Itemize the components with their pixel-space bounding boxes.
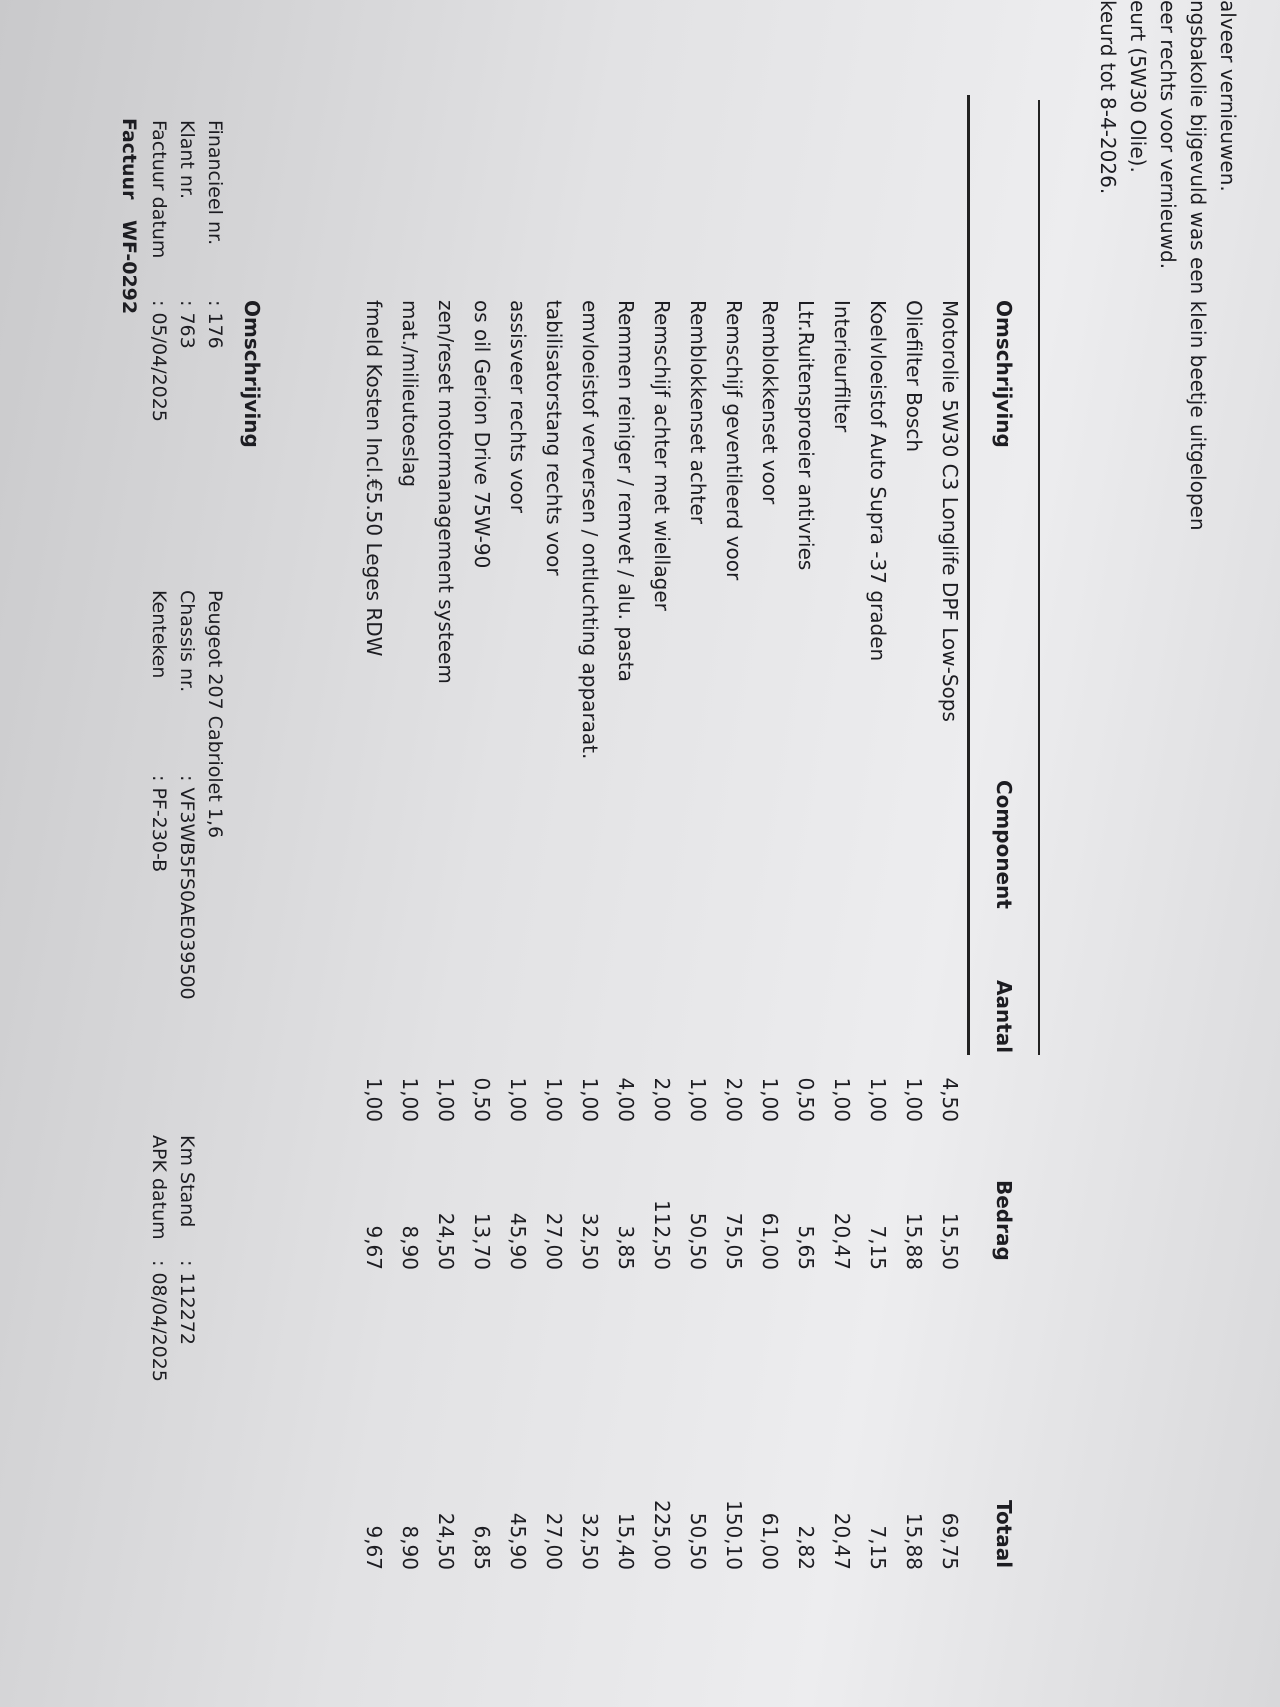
table-row (854, 0, 890, 1707)
table-row (530, 0, 566, 1707)
table-row (638, 0, 674, 1707)
table-row (710, 0, 746, 1707)
row-amount: 15,50 (938, 1212, 962, 1270)
row-description: Remblokkenset achter (686, 300, 710, 524)
row-quantity: 1,00 (506, 1077, 530, 1122)
row-description: emvloeistof verversen / ontluchting apparaat. (578, 300, 602, 760)
row-description: Remmen reiniger / remvet / alu. pasta (614, 300, 638, 682)
row-quantity: 0,50 (470, 1077, 494, 1122)
note-line: eer rechts voor vernieuwd. (1156, 0, 1180, 270)
note-line: alveer vernieuwen. (1216, 0, 1240, 192)
row-description: Remblokkenset voor (758, 300, 782, 505)
row-amount: 7,15 (866, 1225, 890, 1270)
chassis-value: : VF3WB5FS0AE039500 (176, 775, 198, 1000)
apk-date-label: APK datum (148, 1135, 170, 1240)
row-description: os oil Gerion Drive 75W-90 (470, 300, 494, 569)
row-amount: 112,50 (650, 1200, 674, 1270)
row-total: 69,75 (938, 1512, 962, 1570)
row-amount: 13,70 (470, 1212, 494, 1270)
invoice-number: WF-0292 (118, 220, 140, 315)
row-quantity: 2,00 (650, 1077, 674, 1122)
row-quantity: 1,00 (542, 1077, 566, 1122)
table-row (386, 0, 422, 1707)
row-total: 225,00 (650, 1500, 674, 1570)
plate-label: Kenteken (148, 590, 170, 679)
row-amount: 50,50 (686, 1212, 710, 1270)
table-row (602, 0, 638, 1707)
row-description: Interieurfilter (830, 300, 854, 433)
header-description: Omschrijving (240, 300, 264, 448)
row-total: 6,85 (470, 1525, 494, 1570)
row-description: Koelvloeistof Auto Supra -37 graden (866, 300, 890, 662)
row-total: 24,50 (434, 1512, 458, 1570)
table-row (458, 0, 494, 1707)
column-header-total: Totaal (992, 1500, 1016, 1569)
row-amount: 75,05 (722, 1212, 746, 1270)
row-description: fmeld Kosten Incl.€5.50 Leges RDW (362, 300, 386, 657)
row-amount: 45,90 (506, 1212, 530, 1270)
invoice-date-value: : 05/04/2025 (148, 300, 170, 422)
row-total: 8,90 (398, 1525, 422, 1570)
table-header-rule (967, 95, 970, 1055)
table-row (350, 0, 386, 1707)
row-quantity: 1,00 (830, 1077, 854, 1122)
row-total: 32,50 (578, 1512, 602, 1570)
row-amount: 61,00 (758, 1212, 782, 1270)
row-amount: 5,65 (794, 1225, 818, 1270)
row-total: 27,00 (542, 1512, 566, 1570)
row-description: Ltr.Ruitensproeier antivries (794, 300, 818, 571)
row-quantity: 1,00 (578, 1077, 602, 1122)
km-stand-value: : 112272 (176, 1260, 198, 1345)
row-total: 50,50 (686, 1512, 710, 1570)
note-line: eurt (5W30 Olie). (1126, 0, 1150, 173)
row-total: 7,15 (866, 1525, 890, 1570)
vehicle-description: Peugeot 207 Cabriolet 1,6 (204, 590, 226, 839)
row-quantity: 1,00 (362, 1077, 386, 1122)
table-row (746, 0, 782, 1707)
row-amount: 3,85 (614, 1225, 638, 1270)
row-amount: 27,00 (542, 1212, 566, 1270)
row-amount: 24,50 (434, 1212, 458, 1270)
chassis-label: Chassis nr. (176, 590, 198, 693)
row-total: 20,47 (830, 1512, 854, 1570)
table-row (818, 0, 854, 1707)
row-description: Remschijf achter met wiellager (650, 300, 674, 611)
row-quantity: 1,00 (866, 1077, 890, 1122)
row-description: Oliefilter Bosch (902, 300, 926, 453)
row-quantity: 1,00 (398, 1077, 422, 1122)
row-quantity: 1,00 (758, 1077, 782, 1122)
km-stand-label: Km Stand (176, 1135, 198, 1228)
row-amount: 8,90 (398, 1225, 422, 1270)
note-line: keurd tot 8-4-2026. (1096, 0, 1120, 195)
table-row (422, 0, 458, 1707)
row-description: Motorolie 5W30 C3 Longlife DPF Low-Sops (938, 300, 962, 722)
row-total: 45,90 (506, 1512, 530, 1570)
row-amount: 9,67 (362, 1225, 386, 1270)
row-total: 15,40 (614, 1512, 638, 1570)
table-row (926, 0, 962, 1707)
table-top-rule (1038, 100, 1040, 1055)
row-description: tabilisatorstang rechts voor (542, 300, 566, 576)
row-quantity: 1,00 (686, 1077, 710, 1122)
row-quantity: 0,50 (794, 1077, 818, 1122)
row-total: 150,10 (722, 1500, 746, 1570)
row-total: 2,82 (794, 1525, 818, 1570)
row-description: Remschijf geventileerd voor (722, 300, 746, 581)
row-total: 9,67 (362, 1525, 386, 1570)
row-quantity: 4,50 (938, 1077, 962, 1122)
row-description: zen/reset motormanagement systeem (434, 300, 458, 684)
apk-date-value: : 08/04/2025 (148, 1260, 170, 1382)
row-total: 61,00 (758, 1512, 782, 1570)
client-number-label: Klant nr. (176, 120, 198, 200)
row-description: mat./milieutoeslag (398, 300, 422, 488)
row-description: assisveer rechts voor (506, 300, 530, 514)
table-row (782, 0, 818, 1707)
row-amount: 20,47 (830, 1212, 854, 1270)
column-header-amount: Bedrag (992, 1180, 1016, 1261)
column-header-component: Component (992, 780, 1016, 909)
financial-number-value: : 176 (204, 300, 226, 349)
plate-value: : PF-230-B (148, 775, 170, 873)
table-row (566, 0, 602, 1707)
row-quantity: 4,00 (614, 1077, 638, 1122)
row-quantity: 1,00 (902, 1077, 926, 1122)
column-header-quantity: Aantal (992, 980, 1016, 1054)
financial-number-label: Financieel nr. (204, 120, 226, 246)
row-total: 15,88 (902, 1512, 926, 1570)
column-header-description: Omschrijving (992, 300, 1016, 448)
table-row (890, 0, 926, 1707)
row-quantity: 1,00 (434, 1077, 458, 1122)
invoice-title-label: Factuur (118, 118, 140, 200)
invoice-date-label: Factuur datum (148, 120, 170, 259)
note-line: ngsbakolie bijgevuld was een klein beetje uitgelopen (1186, 0, 1210, 531)
client-number-value: : 763 (176, 300, 198, 349)
table-row (674, 0, 710, 1707)
row-amount: 32,50 (578, 1212, 602, 1270)
row-quantity: 2,00 (722, 1077, 746, 1122)
row-amount: 15,88 (902, 1212, 926, 1270)
table-row (494, 0, 530, 1707)
